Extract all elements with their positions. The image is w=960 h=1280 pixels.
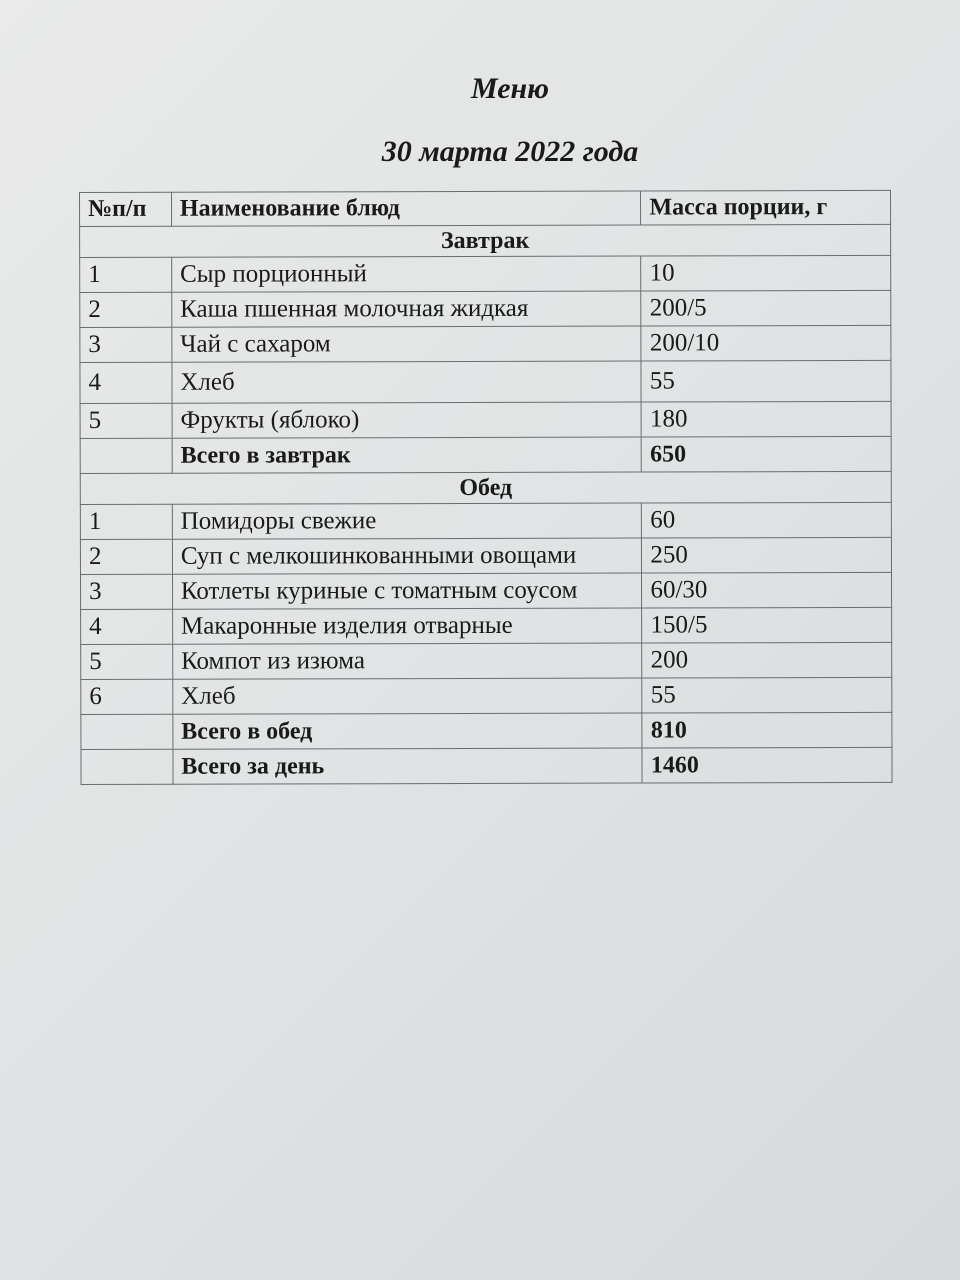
- row-name: Котлеты куриные с томатным соусом: [172, 573, 642, 609]
- section-row-breakfast: [80, 224, 891, 257]
- header-row: [80, 190, 891, 226]
- table-row: [81, 572, 892, 609]
- header-name: Наименование блюд: [171, 191, 641, 226]
- row-name: Суп с мелкошинкованными овощами: [172, 538, 642, 574]
- table-row: [81, 642, 892, 679]
- table-row: [80, 537, 891, 574]
- table-row: [80, 325, 891, 362]
- row-mass: 10: [641, 255, 891, 291]
- row-num-empty: [81, 749, 173, 784]
- day-total-label: Всего за день: [173, 748, 643, 784]
- table-row: [81, 607, 892, 644]
- table-row: [80, 290, 891, 327]
- row-name: Каша пшенная молочная жидкая: [172, 291, 642, 327]
- row-num: 4: [80, 362, 172, 403]
- row-name: Хлеб: [172, 361, 642, 403]
- table-row: [80, 360, 891, 403]
- row-name: Макаронные изделия отварные: [172, 608, 642, 644]
- total-label: Всего в обед: [173, 713, 643, 749]
- table-row: [80, 502, 891, 539]
- row-num: 2: [80, 292, 172, 327]
- total-row-breakfast: [80, 436, 891, 473]
- row-mass: 200: [642, 642, 892, 678]
- section-breakfast: Завтрак: [80, 224, 891, 257]
- row-name: Компот из изюма: [173, 643, 643, 679]
- row-mass: 200/5: [641, 290, 891, 326]
- document-date: 30 марта 2022 года: [381, 135, 639, 168]
- table-row: [80, 255, 891, 292]
- section-lunch: Обед: [80, 471, 891, 504]
- row-name: Сыр порционный: [172, 256, 642, 292]
- row-num-empty: [81, 714, 173, 749]
- row-name: Помидоры свежие: [172, 503, 642, 539]
- row-num: 6: [81, 679, 173, 714]
- row-name: Чай с сахаром: [172, 326, 642, 362]
- total-value: 650: [642, 436, 892, 472]
- table-row: [80, 401, 891, 438]
- row-num: 2: [80, 539, 172, 574]
- row-num: 1: [80, 504, 172, 539]
- row-name: Фрукты (яблоко): [172, 402, 642, 438]
- row-num: 5: [81, 644, 173, 679]
- table-row: [81, 677, 892, 714]
- row-num: 3: [80, 327, 172, 362]
- row-num: 5: [80, 403, 172, 438]
- row-mass: 180: [641, 401, 891, 437]
- row-num: 4: [81, 609, 173, 644]
- row-name: Хлеб: [173, 678, 643, 714]
- header-mass: Масса порции, г: [641, 190, 891, 225]
- row-mass: 200/10: [641, 325, 891, 361]
- row-num: 3: [81, 574, 173, 609]
- menu-table: [79, 190, 893, 785]
- row-num: 1: [80, 257, 172, 292]
- row-num-empty: [80, 438, 172, 473]
- row-mass: 250: [642, 537, 892, 573]
- document-title: Меню: [470, 72, 550, 105]
- header-num: №п/п: [80, 192, 172, 226]
- total-value: 810: [642, 712, 892, 748]
- section-row-lunch: [80, 471, 891, 504]
- day-total-value: 1460: [642, 747, 892, 783]
- total-row-day: [81, 747, 892, 784]
- total-label: Всего в завтрак: [172, 437, 642, 473]
- row-mass: 55: [642, 677, 892, 713]
- row-mass: 55: [641, 360, 891, 402]
- row-mass: 60: [642, 502, 892, 538]
- row-mass: 150/5: [642, 607, 892, 643]
- row-mass: 60/30: [642, 572, 892, 608]
- total-row-lunch: [81, 712, 892, 749]
